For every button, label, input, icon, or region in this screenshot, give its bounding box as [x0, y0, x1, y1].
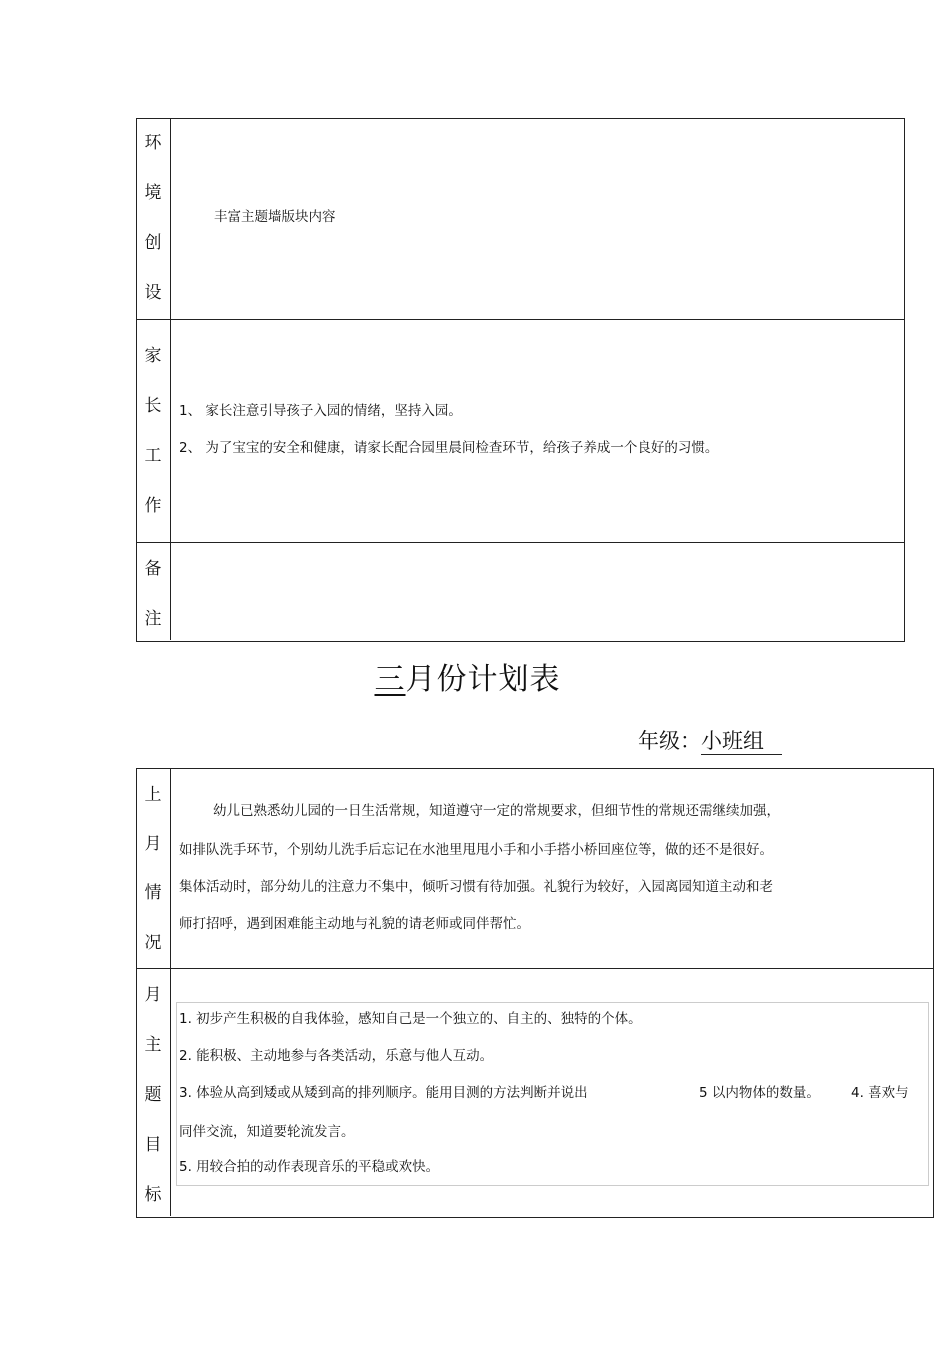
row-label-environment	[137, 119, 171, 319]
goal-line: 3. 体验从高到矮或从矮到高的排列顺序。能用目测的方法判断并说出	[179, 1085, 588, 1101]
goal-line: 同伴交流，知道要轮流发言。	[179, 1124, 355, 1140]
environment-content	[171, 119, 904, 319]
content-line: 2、 为了宝宝的安全和健康，请家长配合园里晨间检查环节，给孩子养成一个良好的习惯。	[179, 440, 719, 456]
label-char: 月	[144, 985, 162, 1005]
label-char: 备	[144, 559, 162, 579]
goal-line: 1. 初步产生积极的自我体验，感知自己是一个独立的、自主的、独特的个体。	[179, 1011, 642, 1027]
goal-line: 4. 喜欢与	[851, 1085, 909, 1101]
goal-line: 5 以内物体的数量。	[699, 1085, 820, 1101]
label-char: 题	[144, 1085, 162, 1105]
goal-line: 5. 用较合拍的动作表现音乐的平稳或欢快。	[179, 1159, 440, 1175]
label-char: 目	[144, 1135, 162, 1155]
content-line: 丰富主题墙版块内容	[214, 209, 336, 225]
row-notes	[137, 542, 904, 640]
label-char: 作	[144, 496, 162, 516]
grade-field	[638, 726, 782, 756]
last-month-content	[171, 769, 933, 968]
label-char: 创	[144, 233, 162, 253]
label-char: 上	[144, 785, 162, 805]
content-line: 如排队洗手环节，个别幼儿洗手后忘记在水池里甩甩小手和小手搭小桥回座位等，做的还不是很好。	[179, 842, 773, 858]
row-label-notes	[137, 543, 171, 640]
notes-content	[171, 543, 904, 640]
label-char: 家	[144, 346, 162, 366]
grade-label: 年级：	[638, 729, 701, 753]
goal-line: 2. 能积极、主动地参与各类活动，乐意与他人互动。	[179, 1048, 494, 1064]
table-env-parent-notes	[136, 118, 905, 642]
parent-work-content	[171, 320, 904, 542]
label-char: 工	[144, 446, 162, 466]
row-last-month	[137, 769, 933, 968]
title-rest: 月份计划表	[405, 662, 561, 697]
label-char: 况	[144, 933, 162, 953]
row-label-parent-work	[137, 320, 171, 542]
row-environment	[137, 119, 904, 319]
label-char: 主	[144, 1035, 162, 1055]
label-char: 长	[144, 396, 162, 416]
row-label-last-month	[137, 769, 171, 968]
row-label-monthly-goals	[137, 969, 171, 1216]
content-line: 1、 家长注意引导孩子入园的情绪，坚持入园。	[179, 403, 462, 419]
monthly-goals-content	[171, 969, 933, 1216]
content-line: 集体活动时，部分幼儿的注意力不集中，倾听习惯有待加强。礼貌行为较好，入园离园知道主动和老	[179, 879, 773, 895]
table-lastmonth-goals	[136, 768, 934, 1218]
label-char: 标	[144, 1185, 162, 1205]
label-char: 注	[144, 609, 162, 629]
row-monthly-goals	[137, 968, 933, 1216]
page-title	[0, 660, 935, 700]
content-line: 师打招呼，遇到困难能主动地与礼貌的请老师或同伴帮忙。	[179, 916, 530, 932]
label-char: 设	[144, 283, 162, 303]
label-char: 情	[144, 883, 162, 903]
label-char: 月	[144, 834, 162, 854]
grade-value: 小班组	[701, 728, 782, 755]
content-line: 幼儿已熟悉幼儿园的一日生活常规，知道遵守一定的常规要求，但细节性的常规还需继续加强，	[213, 803, 780, 819]
label-char: 境	[144, 183, 162, 203]
title-first-char: 三	[374, 662, 406, 697]
row-parent-work	[137, 319, 904, 542]
label-char: 环	[144, 133, 162, 153]
